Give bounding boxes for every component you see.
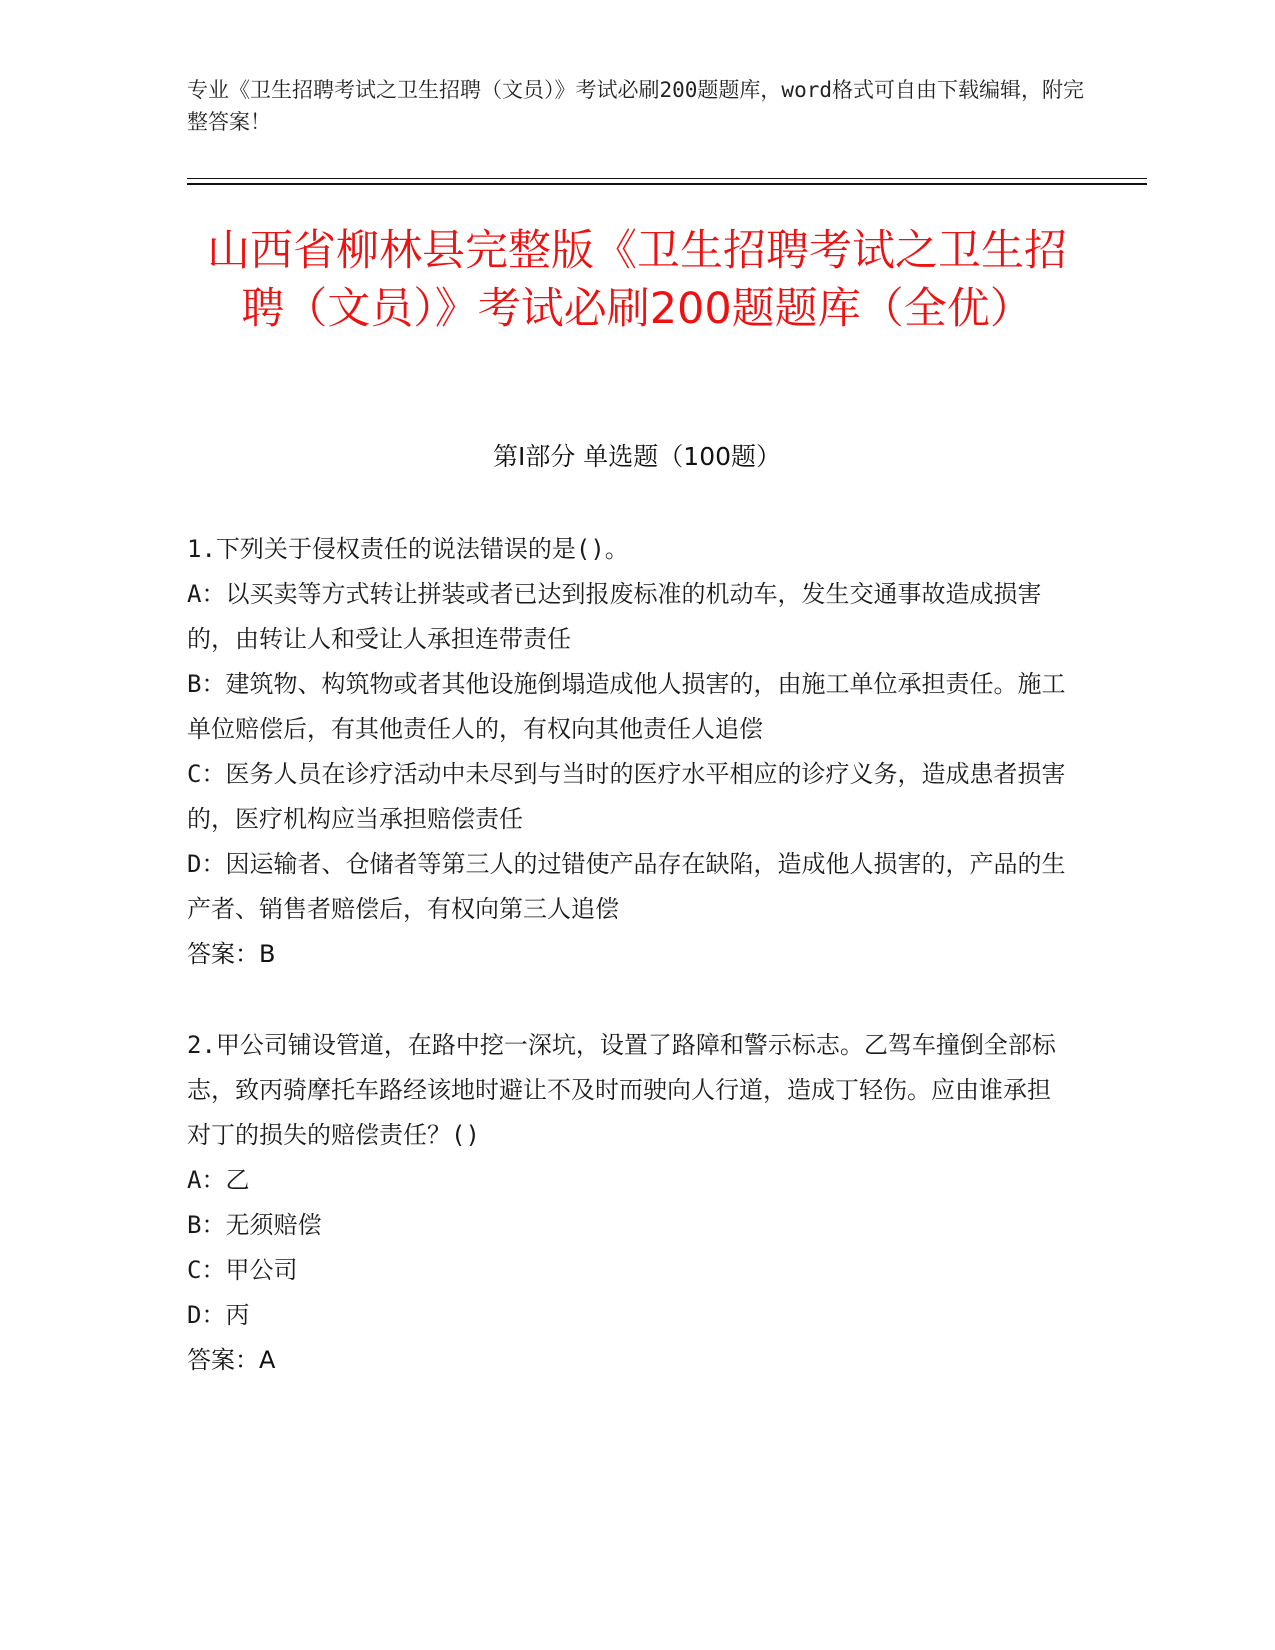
option-a: A：乙 (187, 1166, 250, 1194)
question-stem: 2.甲公司铺设管道，在路中挖一深坑，设置了路障和警示标志。乙驾车撞倒全部标志，致丙骑摩托车路经该地时避让不及时而驶向人行道，造成丁轻伤。应由谁承担对丁的损失的赔偿责任？() (187, 1031, 1056, 1149)
question-2 (187, 1023, 1067, 1383)
section-heading: 第I部分 单选题（100题） (492, 442, 782, 471)
document-title: 山西省柳林县完整版《卫生招聘考试之卫生招聘（文员）》考试必刷200题题库（全优） (207, 226, 1067, 334)
option-c: C：甲公司 (187, 1256, 298, 1284)
question-1 (187, 527, 1067, 977)
header-note: 专业《卫生招聘考试之卫生招聘（文员）》考试必刷200题题库，word格式可自由下载编辑，附完整答案！ (187, 78, 1084, 134)
option-a: A：以买卖等方式转让拼装或者已达到报废标准的机动车，发生交通事故造成损害的，由转让人和受让人承担连带责任 (187, 580, 1042, 653)
answer: 答案：A (187, 1346, 276, 1374)
option-d: D：因运输者、仓储者等第三人的过错使产品存在缺陷，造成他人损害的，产品的生产者、销售者赔偿后，有权向第三人追偿 (187, 850, 1066, 923)
question-stem: 1.下列关于侵权责任的说法错误的是()。 (187, 535, 629, 563)
header-divider-thin (187, 178, 1147, 179)
option-c: C：医务人员在诊疗活动中未尽到与当时的医疗水平相应的诊疗义务，造成患者损害的，医疗机构应当承担赔偿责任 (187, 760, 1066, 833)
answer: 答案：B (187, 940, 276, 968)
option-b: B：无须赔偿 (187, 1211, 322, 1239)
option-b: B：建筑物、构筑物或者其他设施倒塌造成他人损害的，由施工单位承担责任。施工单位赔偿后，有其他责任人的，有权向其他责任人追偿 (187, 670, 1066, 743)
option-d: D：丙 (187, 1301, 250, 1329)
header-divider-thick (187, 183, 1147, 185)
